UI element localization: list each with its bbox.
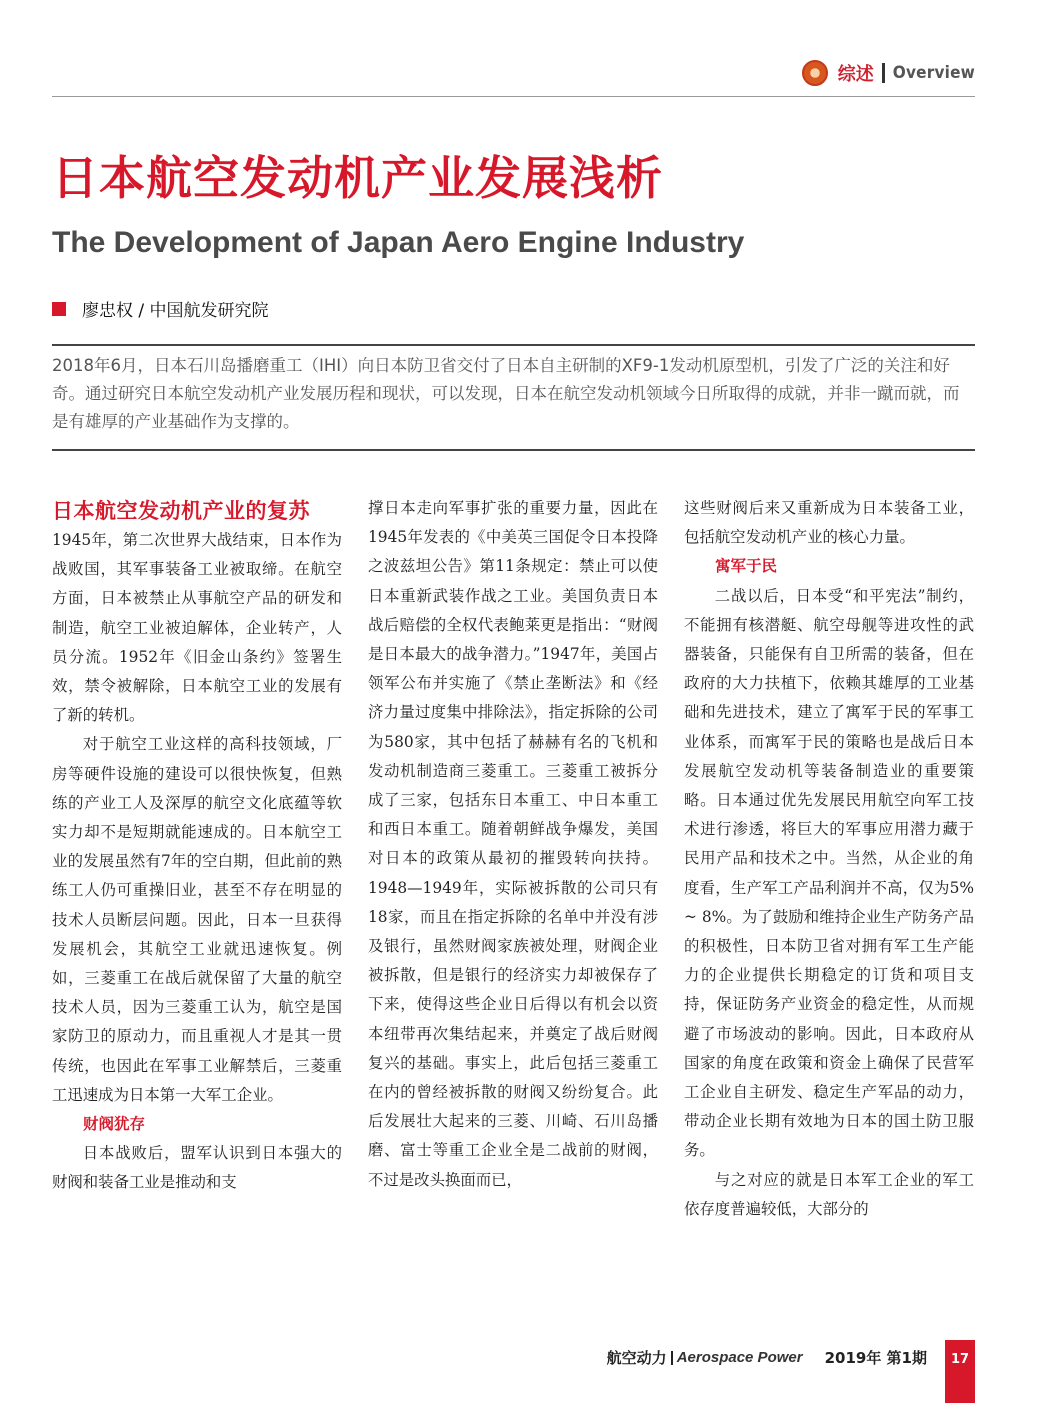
section-name-cn: 综述: [837, 64, 874, 85]
paragraph: 这些财阀后来又重新成为日本装备工业，包括航空发动机产业的核心力量。: [684, 499, 974, 547]
section-divider: [882, 63, 885, 83]
body-column-1: [52, 526, 342, 1198]
article-title-en: The Development of Japan Aero Engine Industry: [52, 226, 745, 259]
page-footer: [607, 1347, 927, 1368]
abstract-text: 2018年6月，日本石川岛播磨重工（IHI）向日本防卫省交付了日本自主研制的XF9-1发动机原型机，引发了广泛的关注和好奇。通过研究日本航空发动机产业发展历程和现状，可以发现，日本在航空发动机领域今日所取得的成就，并非一蹴而就，而是有雄厚的产业基础作为支撑的。: [52, 356, 960, 431]
body-column-2: [368, 494, 658, 1195]
author-name: 廖忠权 / 中国航发研究院: [82, 301, 269, 321]
paragraph: 撑日本走向军事扩张的重要力量，因此在1945年发表的《中美英三国促令日本投降之波兹坦公告》第11条规定：禁止可以使日本重新武装作战之工业。美国负责日本战后赔偿的全权代表鲍莱更是指出：“财阀是日本最大的战争潜力。”1947年，美国占领军公布并实施了《禁止垄断法》和《经济力量过度集中排除法》，指定拆除的公司为580家，其中包括了赫赫有名的飞机和发动机制造商三菱重工。三菱重工被拆分成了三家，包括东日本重工、中日本重工和西日本重工。随着朝鲜战争爆发，美国对日本的政策从最初的摧毁转向扶持。1948—1949年，实际被拆散的公司只有18家，而且在指定拆除的名单中并没有涉及银行，虽然财阀家族被处理，财阀企业被拆散，但是银行的经济实力却被保存了下来，使得这些企业日后得以有机会以资本纽带再次集结起来，并奠定了战后财阀复兴的基础。事实上，此后包括三菱重工在内的曾经被拆散的财阀又纷纷复合。此后发展壮大起来的三菱、川崎、石川岛播磨、富士等重工企业全是二战前的财阀，不过是改头换面而已，: [368, 499, 658, 1189]
paragraph: 1945年，第二次世界大战结束，日本作为战败国，其军事装备工业被取缔。在航空方面，日本被禁止从事航空产品的研发和制造，航空工业被迫解体，企业转产，人员分流。1952年《旧金山条约》签署生效，禁令被解除，日本航空工业的发展有了新的转机。: [52, 531, 342, 725]
abstract-top-rule: [52, 344, 975, 346]
issue-label: 2019年 第1期: [824, 1349, 927, 1367]
journal-name-en: Aerospace Power: [676, 1349, 803, 1366]
header-rule: [52, 96, 975, 97]
subheading-civil-military: 寓军于民: [715, 557, 778, 576]
paragraph: 日本战败后，盟军认识到日本强大的财阀和装备工业是推动和支: [52, 1144, 342, 1192]
article-title-cn: 日本航空发动机产业发展浅析: [52, 151, 663, 205]
author-line: [52, 296, 269, 321]
paragraph: 二战以后，日本受“和平宪法”制约，不能拥有核潜艇、航空母舰等进攻性的武器装备，只能保有自卫所需的装备，但在政府的大力扶植下，依赖其雄厚的工业基础和先进技术，建立了寓军于民的军事工业体系，而寓军于民的策略也是战后日本发展航空发动机等装备制造业的重要策略。日本通过优先发展民用航空向军工技术进行渗透，将巨大的军事应用潜力藏于民用产品和技术之中。当然，从企业的角度看，生产军工产品利润并不高，仅为5% ~ 8%。为了鼓励和维持企业生产防务产品的积极性，日本防卫省对拥有军工生产能力的企业提供长期稳定的订货和项目支持，保证防务产业资金的稳定性，从而规避了市场波动的影响。因此，日本政府从国家的角度在政策和资金上确保了民营军工企业自主研发、稳定生产军品的动力，带动企业长期有效地为日本的国土防卫服务。: [684, 586, 974, 1160]
section-heading-revival: 日本航空发动机产业的复苏: [52, 499, 310, 523]
page-number: 17: [945, 1340, 975, 1403]
section-name-en: Overview: [892, 63, 975, 83]
abstract-bottom-rule: [52, 449, 975, 451]
body-column-3: [684, 494, 974, 1224]
author-marker-icon: [52, 302, 66, 316]
section-header: [802, 58, 975, 88]
subheading-zaibatsu: 财阀犹存: [83, 1115, 146, 1134]
journal-name-cn: 航空动力: [606, 1349, 667, 1367]
paragraph: 与之对应的就是日本军工企业的军工依存度普遍较低，大部分的: [684, 1170, 974, 1218]
journal-emblem-icon: [802, 60, 828, 86]
footer-divider: [671, 1351, 673, 1365]
paragraph: 对于航空工业这样的高科技领域，厂房等硬件设施的建设可以很快恢复，但熟练的产业工人及深厚的航空文化底蕴等软实力却不是短期就能速成的。日本航空工业的发展虽然有7年的空白期，但此前的熟练工人仍可重操旧业，甚至不存在明显的技术人员断层问题。因此，日本一旦获得发展机会，其航空工业就迅速恢复。例如，三菱重工在战后就保留了大量的航空技术人员，因为三菱重工认为，航空是国家防卫的原动力，而且重视人才是其一贯传统，也因此在军事工业解禁后，三菱重工迅速成为日本第一大军工企业。: [52, 735, 342, 1104]
